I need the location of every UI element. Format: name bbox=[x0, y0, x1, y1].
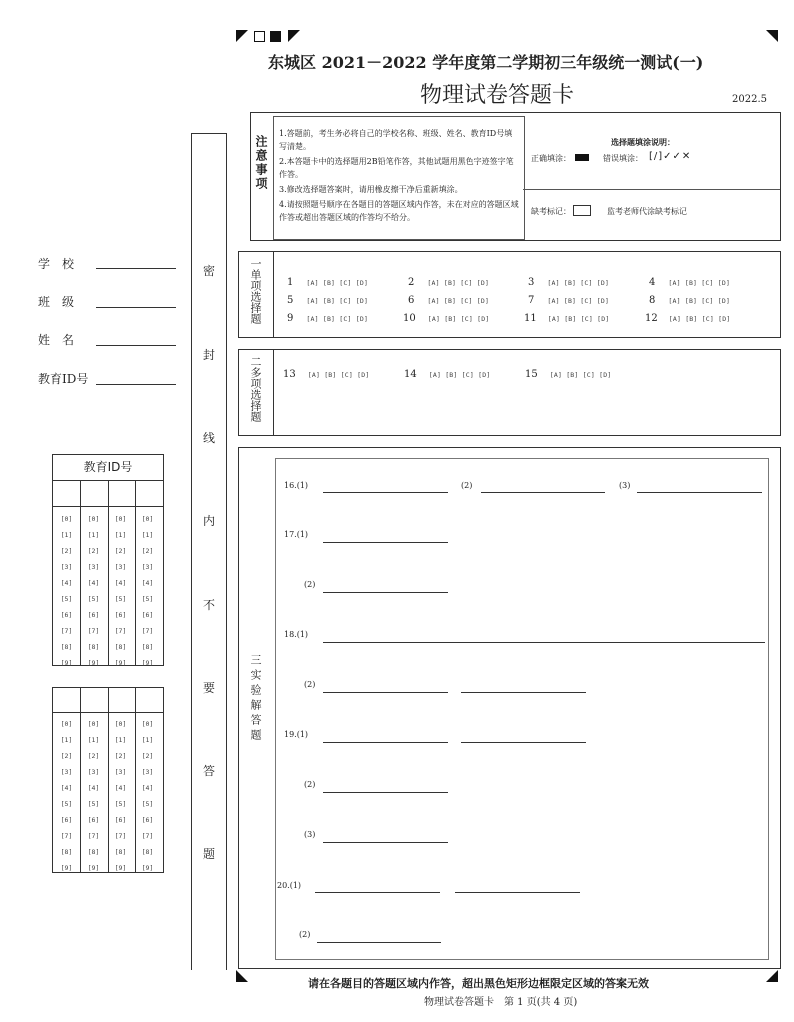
id-bubble[interactable]: [0] bbox=[60, 515, 73, 523]
option-bubbles[interactable]: [A] [B] [C] [D] bbox=[306, 315, 369, 323]
absent-note: 监考老师代涂缺考标记 bbox=[607, 207, 687, 216]
id-bubble[interactable]: [2] bbox=[114, 752, 127, 760]
q17-1-answer[interactable] bbox=[323, 542, 448, 543]
id-bubble[interactable]: [4] bbox=[141, 784, 154, 792]
option-bubbles[interactable]: [A] [B] [C] [D] bbox=[668, 315, 731, 323]
id-bubble[interactable]: [2] bbox=[114, 547, 127, 555]
question-number: 9 bbox=[287, 313, 294, 324]
seal-char: 线 bbox=[203, 431, 216, 445]
id-digit-grid bbox=[53, 511, 163, 671]
question-number: 8 bbox=[649, 295, 656, 306]
id-bubble[interactable]: [6] bbox=[114, 611, 127, 619]
class-field[interactable] bbox=[96, 307, 176, 308]
id-bubble-table-1 bbox=[52, 454, 164, 666]
id-bubble[interactable]: [3] bbox=[141, 768, 154, 776]
id-bubble[interactable]: [7] bbox=[60, 627, 73, 635]
id-bubble[interactable]: [8] bbox=[87, 643, 100, 651]
id-bubble[interactable]: [7] bbox=[60, 832, 73, 840]
id-table-title: 教育ID号 bbox=[53, 455, 163, 481]
mc-question-12[interactable] bbox=[645, 306, 730, 325]
seal-char: 要 bbox=[203, 681, 216, 695]
q19-1-answer-a[interactable] bbox=[323, 742, 448, 743]
mc-question-6[interactable] bbox=[408, 288, 489, 307]
notice-box bbox=[250, 112, 781, 241]
mc-question-2[interactable] bbox=[408, 270, 489, 289]
seal-char: 密 bbox=[203, 264, 216, 278]
option-bubbles[interactable]: [A] [B] [C] [D] bbox=[549, 371, 612, 379]
id-bubble[interactable]: [4] bbox=[114, 579, 127, 587]
option-bubbles[interactable]: [A] [B] [C] [D] bbox=[427, 315, 490, 323]
section-multi-choice bbox=[238, 349, 781, 436]
q16-3-answer[interactable] bbox=[637, 492, 762, 493]
timing-mark-filled bbox=[270, 31, 281, 42]
question-number: 6 bbox=[408, 295, 415, 306]
mc-question-9[interactable] bbox=[287, 306, 368, 325]
q20-2-label: (2) bbox=[299, 930, 311, 939]
absent-mark-box[interactable] bbox=[573, 205, 591, 216]
id-bubble[interactable]: [7] bbox=[114, 832, 127, 840]
id-bubble[interactable]: [9] bbox=[87, 659, 100, 667]
seal-char: 不 bbox=[203, 598, 216, 612]
id-field[interactable] bbox=[96, 384, 176, 385]
question-number: 12 bbox=[645, 313, 658, 324]
id-bubble[interactable]: [9] bbox=[60, 864, 73, 872]
exam-date: 2022.5 bbox=[732, 94, 767, 105]
q18-2-answer-a[interactable] bbox=[323, 692, 448, 693]
section-experiment bbox=[238, 447, 781, 969]
q19-2-answer[interactable] bbox=[323, 792, 448, 793]
mc-question-7[interactable] bbox=[528, 288, 609, 307]
id-digit-column bbox=[80, 511, 107, 671]
id-bubble[interactable]: [4] bbox=[141, 579, 154, 587]
wrong-fill-label: 错误填涂： bbox=[603, 154, 643, 163]
name-field[interactable] bbox=[96, 345, 176, 346]
id-bubble[interactable]: [3] bbox=[114, 563, 127, 571]
mc-question-11[interactable] bbox=[524, 306, 609, 325]
notice-label: 注意事项 bbox=[254, 135, 268, 191]
id-bubble[interactable]: [3] bbox=[141, 563, 154, 571]
option-bubbles[interactable]: [A] [B] [C] [D] bbox=[307, 371, 370, 379]
id-bubble[interactable]: [3] bbox=[60, 563, 73, 571]
q19-2-label: (2) bbox=[304, 780, 316, 789]
seal-char: 答 bbox=[203, 764, 216, 778]
id-bubble[interactable]: [1] bbox=[60, 736, 73, 744]
q20-1-label: 20.(1) bbox=[277, 881, 302, 890]
id-digit-column bbox=[53, 511, 80, 671]
section-experiment-label: 三实验解答题 bbox=[249, 654, 262, 744]
q16-1-label: 16.(1) bbox=[284, 481, 309, 490]
q19-3-label: (3) bbox=[304, 830, 316, 839]
q18-1-answer[interactable] bbox=[323, 642, 765, 643]
id-bubble[interactable]: [5] bbox=[60, 800, 73, 808]
id-bubble[interactable]: [1] bbox=[60, 531, 73, 539]
exam-title: 东城区 2021－2022 学年度第二学期初三年级统一测试(一) bbox=[268, 53, 704, 72]
timing-mark-empty bbox=[254, 31, 265, 42]
option-bubbles[interactable]: [A] [B] [C] [D] bbox=[668, 297, 731, 305]
id-bubble[interactable]: [2] bbox=[141, 752, 154, 760]
question-number: 1 bbox=[287, 277, 294, 288]
id-digit-column bbox=[80, 716, 107, 876]
id-bubble[interactable]: [9] bbox=[141, 659, 154, 667]
id-bubble[interactable]: [8] bbox=[114, 643, 127, 651]
q20-1-answer-a[interactable] bbox=[315, 892, 440, 893]
id-bubble[interactable]: [2] bbox=[87, 547, 100, 555]
id-bubble[interactable]: [0] bbox=[114, 720, 127, 728]
seal-char: 内 bbox=[203, 514, 216, 528]
question-number: 2 bbox=[408, 277, 415, 288]
id-bubble[interactable]: [7] bbox=[141, 627, 154, 635]
notice-item-4: 4.请按照题号顺序在各题目的答题区域内作答，未在对应的答题区域作答或超出答题区域的作答均不给分。 bbox=[279, 200, 519, 222]
seal-char: 题 bbox=[203, 847, 216, 861]
id-bubble[interactable]: [6] bbox=[60, 611, 73, 619]
absent-label: 缺考标记： bbox=[531, 207, 571, 216]
id-digit-column bbox=[53, 716, 80, 876]
seal-strip bbox=[191, 133, 227, 970]
q19-3-answer[interactable] bbox=[323, 842, 448, 843]
id-bubble[interactable]: [3] bbox=[114, 768, 127, 776]
school-field[interactable] bbox=[96, 268, 176, 269]
id-bubble[interactable]: [1] bbox=[114, 736, 127, 744]
option-bubbles[interactable]: [A] [B] [C] [D] bbox=[547, 315, 610, 323]
q19-1-label: 19.(1) bbox=[284, 730, 309, 739]
section-single-choice bbox=[238, 251, 781, 338]
id-label: 教育ID号 bbox=[38, 372, 89, 386]
id-bubble[interactable]: [5] bbox=[87, 595, 100, 603]
id-bubble[interactable]: [4] bbox=[60, 579, 73, 587]
id-digit-column bbox=[134, 511, 161, 671]
id-bubble[interactable]: [9] bbox=[114, 864, 127, 872]
id-bubble[interactable]: [3] bbox=[87, 563, 100, 571]
school-label: 学 校 bbox=[38, 257, 75, 271]
id-bubble[interactable]: [5] bbox=[114, 595, 127, 603]
option-bubbles[interactable]: [A] [B] [C] [D] bbox=[427, 279, 490, 287]
name-label: 姓 名 bbox=[38, 333, 75, 347]
id-bubble[interactable]: [0] bbox=[114, 515, 127, 523]
q18-1-label: 18.(1) bbox=[284, 630, 309, 639]
id-bubble[interactable]: [3] bbox=[87, 768, 100, 776]
corner-marker-bottom-left bbox=[236, 970, 248, 982]
seal-char: 封 bbox=[203, 348, 216, 362]
answer-frame bbox=[275, 458, 769, 960]
id-bubble[interactable]: [8] bbox=[114, 848, 127, 856]
id-bubble[interactable]: [0] bbox=[60, 720, 73, 728]
q17-2-label: (2) bbox=[304, 580, 316, 589]
fill-instruction-title: 选择题填涂说明： bbox=[611, 138, 675, 147]
id-bubble[interactable]: [9] bbox=[60, 659, 73, 667]
section-label-divider bbox=[273, 350, 274, 435]
id-bubble[interactable]: [8] bbox=[60, 848, 73, 856]
q16-1-answer[interactable] bbox=[323, 492, 448, 493]
id-bubble[interactable]: [1] bbox=[87, 531, 100, 539]
notice-item-1: 1.答题前，考生务必将自己的学校名称、班级、姓名、教育ID号填写清楚。 bbox=[279, 129, 513, 151]
q19-1-answer-b[interactable] bbox=[461, 742, 586, 743]
card-title: 物理试卷答题卡 bbox=[420, 83, 575, 108]
id-bubble[interactable]: [6] bbox=[60, 816, 73, 824]
option-bubbles[interactable]: [A] [B] [C] [D] bbox=[306, 279, 369, 287]
id-bubble[interactable]: [7] bbox=[114, 627, 127, 635]
id-bubble[interactable]: [9] bbox=[141, 864, 154, 872]
mc-question-10[interactable] bbox=[403, 306, 489, 325]
mc-question-13[interactable] bbox=[283, 362, 369, 381]
id-bubble[interactable]: [5] bbox=[141, 595, 154, 603]
id-digit-column bbox=[134, 716, 161, 876]
id-bubble[interactable]: [0] bbox=[141, 515, 154, 523]
option-bubbles[interactable]: [A] [B] [C] [D] bbox=[428, 371, 491, 379]
q20-1-answer-b[interactable] bbox=[455, 892, 580, 893]
notice-item-2: 2.本答题卡中的选择题用2B铅笔作答，其他试题用黑色字迹签字笔作答。 bbox=[279, 157, 514, 179]
question-number: 11 bbox=[524, 313, 537, 324]
id-bubble[interactable]: [6] bbox=[87, 611, 100, 619]
id-bubble-table-2 bbox=[52, 687, 164, 873]
id-bubble[interactable]: [5] bbox=[114, 800, 127, 808]
id-bubble[interactable]: [1] bbox=[87, 736, 100, 744]
section-label-divider bbox=[273, 252, 274, 337]
q18-2-answer-b[interactable] bbox=[461, 692, 586, 693]
footer-warning: 请在各题目的答题区域内作答，超出黑色矩形边框限定区域的答案无效 bbox=[308, 977, 649, 990]
id-bubble[interactable]: [4] bbox=[60, 784, 73, 792]
mc-question-14[interactable] bbox=[404, 362, 490, 381]
id-bubble[interactable]: [6] bbox=[141, 816, 154, 824]
id-bubble[interactable]: [7] bbox=[141, 832, 154, 840]
question-number: 13 bbox=[283, 369, 296, 380]
id-bubble[interactable]: [4] bbox=[114, 784, 127, 792]
q20-2-answer[interactable] bbox=[317, 942, 441, 943]
option-bubbles[interactable]: [A] [B] [C] [D] bbox=[668, 279, 731, 287]
footer-page: 物理试卷答题卡 第 1 页(共 4 页) bbox=[424, 997, 578, 1008]
id-bubble[interactable]: [5] bbox=[87, 800, 100, 808]
notice-divider bbox=[523, 189, 780, 190]
id-bubble[interactable]: [1] bbox=[141, 531, 154, 539]
id-bubble[interactable]: [0] bbox=[141, 720, 154, 728]
corner-marker-small bbox=[288, 30, 300, 42]
id-bubble[interactable]: [5] bbox=[60, 595, 73, 603]
wrong-fill-samples: [/]✓✓✕ bbox=[649, 151, 692, 162]
mc-question-3[interactable] bbox=[528, 270, 609, 289]
id-bubble[interactable]: [2] bbox=[60, 752, 73, 760]
id-digit-column bbox=[107, 511, 134, 671]
q18-2-label: (2) bbox=[304, 680, 316, 689]
mc-question-15[interactable] bbox=[525, 362, 611, 381]
id-bubble[interactable]: [6] bbox=[114, 816, 127, 824]
corner-marker-top-right bbox=[766, 30, 778, 42]
mc-question-4[interactable] bbox=[649, 270, 730, 289]
class-label: 班 级 bbox=[38, 295, 75, 309]
id-bubble[interactable]: [7] bbox=[87, 832, 100, 840]
q16-3-label: (3) bbox=[619, 481, 631, 490]
id-bubble[interactable]: [7] bbox=[87, 627, 100, 635]
id-bubble[interactable]: [1] bbox=[114, 531, 127, 539]
section-single-choice-label: 一单项选择题 bbox=[249, 258, 262, 324]
id-bubble[interactable]: [4] bbox=[87, 784, 100, 792]
mc-question-1[interactable] bbox=[287, 270, 368, 289]
id-bubble[interactable]: [2] bbox=[141, 547, 154, 555]
id-bubble[interactable]: [0] bbox=[87, 515, 100, 523]
id-bubble[interactable]: [6] bbox=[141, 611, 154, 619]
id-bubble[interactable]: [3] bbox=[60, 768, 73, 776]
id-digit-column bbox=[107, 716, 134, 876]
section-multi-choice-label: 二多项选择题 bbox=[249, 356, 262, 422]
corner-marker-bottom-right bbox=[766, 970, 778, 982]
id-bubble[interactable]: [0] bbox=[87, 720, 100, 728]
option-bubbles[interactable]: [A] [B] [C] [D] bbox=[547, 297, 610, 305]
id-bubble[interactable]: [2] bbox=[60, 547, 73, 555]
question-number: 5 bbox=[287, 295, 294, 306]
id-bubble[interactable]: [9] bbox=[114, 659, 127, 667]
question-number: 7 bbox=[528, 295, 535, 306]
id-bubble[interactable]: [8] bbox=[87, 848, 100, 856]
question-number: 15 bbox=[525, 369, 538, 380]
q16-2-answer[interactable] bbox=[481, 492, 605, 493]
id-bubble[interactable]: [6] bbox=[87, 816, 100, 824]
correct-fill-label: 正确填涂： bbox=[531, 154, 571, 163]
mc-question-5[interactable] bbox=[287, 288, 368, 307]
mc-question-8[interactable] bbox=[649, 288, 730, 307]
corner-marker-top-left bbox=[236, 30, 248, 42]
option-bubbles[interactable]: [A] [B] [C] [D] bbox=[427, 297, 490, 305]
id-bubble[interactable]: [8] bbox=[141, 848, 154, 856]
id-bubble[interactable]: [1] bbox=[141, 736, 154, 744]
question-number: 3 bbox=[528, 277, 535, 288]
id-bubble[interactable]: [5] bbox=[141, 800, 154, 808]
option-bubbles[interactable]: [A] [B] [C] [D] bbox=[306, 297, 369, 305]
id-bubble[interactable]: [4] bbox=[87, 579, 100, 587]
id-bubble[interactable]: [8] bbox=[141, 643, 154, 651]
notice-item-3: 3.修改选择题答案时，请用橡皮擦干净后重新填涂。 bbox=[279, 185, 463, 194]
correct-fill-sample bbox=[575, 154, 589, 161]
q17-1-label: 17.(1) bbox=[284, 530, 309, 539]
id-bubble[interactable]: [8] bbox=[60, 643, 73, 651]
question-number: 14 bbox=[404, 369, 417, 380]
question-number: 10 bbox=[403, 313, 416, 324]
id-bubble[interactable]: [2] bbox=[87, 752, 100, 760]
q17-2-answer[interactable] bbox=[323, 592, 448, 593]
option-bubbles[interactable]: [A] [B] [C] [D] bbox=[547, 279, 610, 287]
id-bubble[interactable]: [9] bbox=[87, 864, 100, 872]
q16-2-label: (2) bbox=[461, 481, 473, 490]
question-number: 4 bbox=[649, 277, 656, 288]
id-digit-grid bbox=[53, 716, 163, 876]
